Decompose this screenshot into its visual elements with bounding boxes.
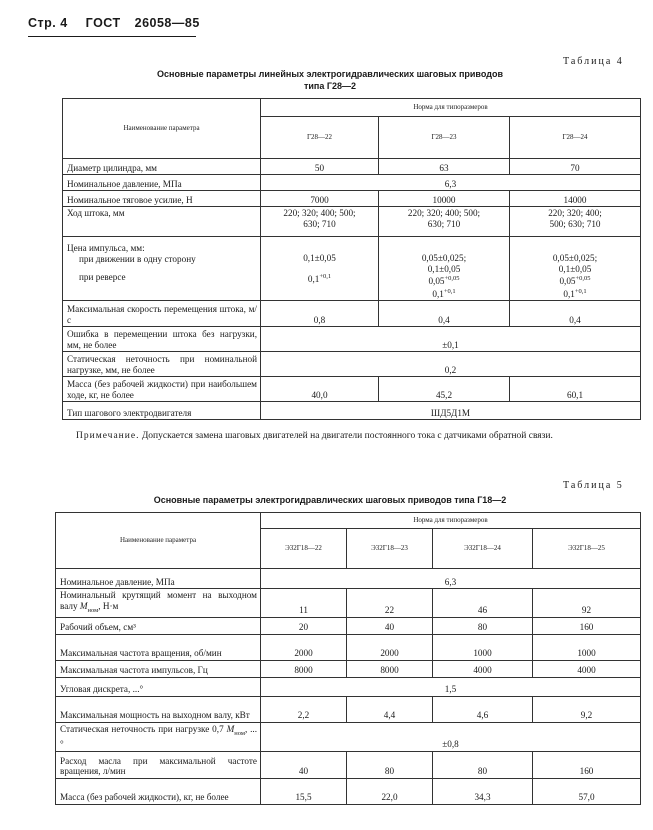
table-row	[56, 722, 641, 751]
cell: 40,0	[261, 377, 379, 402]
row-name: Ошибка в перемещении штока без нагрузки, мм, не более	[63, 327, 261, 352]
row-name: Номинальное давление, МПа	[63, 175, 261, 191]
cell: 92	[533, 589, 641, 618]
cell: 22	[347, 589, 433, 618]
row-name-text: Номинальный крутящий момент на выходном валу	[60, 590, 257, 611]
table-row	[56, 569, 641, 589]
cell: 1000	[433, 634, 533, 660]
row-name: Ход штока, мм	[63, 207, 261, 237]
cell: 80	[433, 751, 533, 778]
cell-sup: +0,1	[443, 287, 456, 295]
table5-title: Основные параметры электрогидравлических шаговых приводов типа Г18—2	[153, 495, 507, 505]
table5-size-2: Э32Г18—23	[347, 529, 433, 569]
note-lead: Примечание.	[76, 431, 140, 441]
table4	[62, 98, 641, 420]
table-row	[56, 778, 641, 804]
cell: 4,4	[347, 696, 433, 722]
row-name-text: , ...°	[60, 723, 258, 750]
row-name-line: Цена импульса, мм:	[67, 243, 145, 253]
cell: 80	[433, 617, 533, 634]
cell-line: 0,1±0,05	[303, 253, 336, 263]
row-name-line: при движении в одну сторону	[79, 253, 196, 264]
cell-line: 0,05±0,025;	[552, 253, 598, 263]
table4-title	[110, 68, 550, 92]
cell: 14000	[510, 191, 641, 207]
cell-line: 0,1±0,05	[558, 263, 592, 274]
row-name-text: Статическая неточность при нагрузке 0,7	[60, 723, 224, 734]
cell	[261, 237, 379, 301]
table4-title-line2: типа Г28—2	[303, 81, 356, 91]
cell-line: 220; 320; 400; 500;	[283, 208, 356, 218]
table-row	[63, 377, 641, 402]
row-name: Статическая неточность при номинальной нагрузке, мм, не более	[63, 352, 261, 377]
cell: 2000	[261, 634, 347, 660]
table5-col-param: Наименование параметра	[56, 513, 261, 569]
table-row	[63, 402, 641, 420]
table5-size-1: Э32Г18—22	[261, 529, 347, 569]
cell-line: 630; 710	[427, 218, 461, 229]
cell: 0,2	[261, 352, 641, 377]
row-name: Рабочий объем, см³	[56, 617, 261, 634]
row-name-text: , Н·м	[98, 600, 119, 611]
cell: 160	[533, 617, 641, 634]
cell-line: 0,05	[428, 276, 445, 287]
cell: 8000	[347, 660, 433, 677]
cell: 4,6	[433, 696, 533, 722]
cell: 160	[533, 751, 641, 778]
cell: 0,8	[261, 301, 379, 327]
table5	[55, 512, 641, 805]
cell-sup: +0,1	[574, 287, 587, 295]
cell: 11	[261, 589, 347, 618]
cell-line: 220; 320; 400;	[548, 208, 602, 218]
table4-col-norm: Норма для типоразмеров	[261, 99, 641, 117]
cell	[379, 237, 510, 301]
cell: 40	[347, 617, 433, 634]
row-name: Масса (без рабочей жидкости), кг, не более	[56, 778, 261, 804]
table4-size-1: Г28—22	[261, 117, 379, 159]
cell: 0,4	[510, 301, 641, 327]
row-name: Максимальная частота импульсов, Гц	[56, 660, 261, 677]
cell-line: 220; 320; 400; 500;	[407, 208, 481, 218]
standard-label: ГОСТ	[85, 16, 121, 30]
row-name-sym: M	[79, 600, 88, 611]
cell-sup: +0,05	[575, 275, 591, 282]
cell: ±0,8	[261, 722, 641, 751]
cell-line: 500; 630; 710	[549, 218, 601, 229]
cell: 1000	[533, 634, 641, 660]
row-name: Масса (без рабочей жидкости) при наибольшем ходе, кг, не более	[63, 377, 261, 402]
row-name	[56, 589, 261, 618]
cell-line: 0,1	[563, 288, 575, 299]
cell: 20	[261, 617, 347, 634]
cell	[379, 207, 510, 237]
table-row	[63, 327, 641, 352]
table-row	[56, 634, 641, 660]
table4-title-line1: Основные параметры линейных электрогидравлических шаговых приводов	[157, 69, 503, 79]
table-row	[56, 696, 641, 722]
cell: 70	[510, 159, 641, 175]
cell	[510, 207, 641, 237]
cell: ±0,1	[261, 327, 641, 352]
cell-line: 0,05	[559, 276, 576, 287]
row-name	[63, 237, 261, 301]
row-name-sub: ном	[87, 606, 99, 614]
cell: 63	[379, 159, 510, 175]
cell: 1,5	[261, 677, 641, 696]
row-name: Угловая дискрета, ...°	[56, 677, 261, 696]
cell	[510, 237, 641, 301]
table4-note	[28, 430, 628, 443]
row-name-line: при реверсе	[79, 272, 126, 282]
row-name: Максимальная мощность на выходном валу, кВт	[56, 696, 261, 722]
cell: 6,3	[261, 175, 641, 191]
cell: 57,0	[533, 778, 641, 804]
cell-line: 0,1	[307, 273, 320, 284]
cell-line: 0,1	[432, 288, 444, 299]
cell: 22,0	[347, 778, 433, 804]
row-name-sym: M	[226, 723, 235, 734]
cell: 6,3	[261, 569, 641, 589]
cell: 80	[347, 751, 433, 778]
cell-line: 0,1±0,05	[427, 263, 461, 274]
cell: 8000	[261, 660, 347, 677]
cell-line: 630; 710	[303, 218, 336, 229]
table5-size-3: Э32Г18—24	[433, 529, 533, 569]
cell: 7000	[261, 191, 379, 207]
cell-line: 0,05±0,025;	[421, 253, 467, 263]
cell: 15,5	[261, 778, 347, 804]
table5-size-4: Э32Г18—25	[533, 529, 641, 569]
cell: 45,2	[379, 377, 510, 402]
table-row	[63, 301, 641, 327]
cell: 0,4	[379, 301, 510, 327]
row-name: Диаметр цилиндра, мм	[63, 159, 261, 175]
row-name: Номинальное давление, МПа	[56, 569, 261, 589]
table-row	[63, 207, 641, 237]
header-rule	[28, 36, 196, 37]
row-name-sub: ном	[234, 729, 245, 737]
table-row	[63, 237, 641, 301]
table-row	[56, 751, 641, 778]
cell: ШД5Д1М	[261, 402, 641, 420]
table4-size-3: Г28—24	[510, 117, 641, 159]
table4-label: Таблица 4	[563, 56, 624, 67]
cell: 2,2	[261, 696, 347, 722]
page-header	[28, 16, 200, 30]
cell: 10000	[379, 191, 510, 207]
table-row	[56, 617, 641, 634]
cell: 9,2	[533, 696, 641, 722]
cell: 4000	[533, 660, 641, 677]
table-row	[56, 589, 641, 618]
table5-label: Таблица 5	[563, 480, 624, 491]
table-row	[63, 191, 641, 207]
row-name: Максимальная скорость перемещения штока, м/с	[63, 301, 261, 327]
row-name: Расход масла при максимальной частоте вращения, л/мин	[56, 751, 261, 778]
cell: 50	[261, 159, 379, 175]
cell-sup: +0,1	[319, 272, 332, 280]
table-row	[56, 677, 641, 696]
cell: 60,1	[510, 377, 641, 402]
standard-number: 26058—85	[134, 16, 200, 30]
cell	[261, 207, 379, 237]
row-name: Тип шагового электродвигателя	[63, 402, 261, 420]
cell-sup: +0,05	[444, 275, 460, 282]
cell: 4000	[433, 660, 533, 677]
table-row	[63, 352, 641, 377]
row-name: Максимальная частота вращения, об/мин	[56, 634, 261, 660]
cell: 34,3	[433, 778, 533, 804]
table5-col-norm: Норма для типоразмеров	[261, 513, 641, 529]
table-row	[56, 660, 641, 677]
row-name: Номинальное тяговое усилие, Н	[63, 191, 261, 207]
cell: 40	[261, 751, 347, 778]
note-text: Допускается замена шаговых двигателей на двигатели постоянного тока с датчиками обратной связи.	[141, 431, 553, 441]
cell: 2000	[347, 634, 433, 660]
table-row	[63, 175, 641, 191]
table4-col-param: Наименование параметра	[63, 99, 261, 159]
page-number: Стр. 4	[28, 16, 68, 30]
table-row	[63, 159, 641, 175]
row-name	[56, 722, 261, 751]
cell: 46	[433, 589, 533, 618]
table4-size-2: Г28—23	[379, 117, 510, 159]
